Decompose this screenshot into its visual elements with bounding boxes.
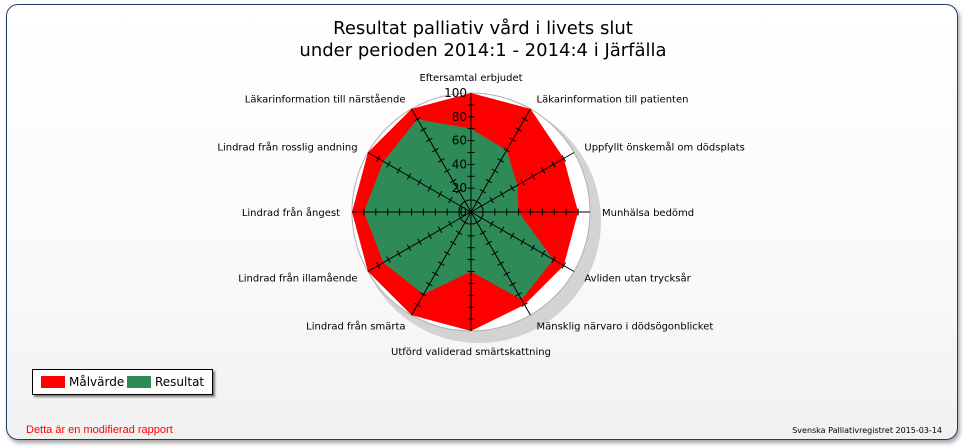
radial-tick-label: 20: [451, 181, 467, 196]
category-label: Utförd validerad smärtskattning: [391, 347, 551, 358]
source-note: Svenska Palliativregistret 2015-03-14: [792, 426, 942, 435]
category-label: Lindrad från smärta: [306, 321, 406, 333]
category-label: Lindrad från rosslig andning: [217, 142, 358, 154]
legend-label-target: Målvärde: [69, 375, 125, 389]
radial-tick-label: 100: [444, 86, 467, 100]
modified-report-note: Detta är en modifierad rapport: [26, 424, 173, 436]
category-label: Lindrad från ångest: [241, 208, 340, 219]
category-label: Eftersamtal erbjudet: [419, 73, 523, 84]
category-label: Uppfyllt önskemål om dödsplats: [584, 142, 745, 154]
radial-tick-label: 40: [451, 157, 467, 172]
legend-label-result: Resultat: [155, 375, 205, 389]
radial-tick-label: 60: [451, 133, 467, 148]
category-label: Munhälsa bedömd: [602, 208, 695, 219]
legend-swatch-result: [127, 376, 151, 388]
chart-title-line-2: under perioden 2014:1 - 2014:4 i Järfälla: [299, 40, 667, 61]
category-label: Lindrad från illamående: [238, 273, 358, 285]
category-label: Läkarinformation till närstående: [244, 94, 406, 106]
legend-swatch-target: [41, 376, 65, 388]
category-label: Mänsklig närvaro i dödsögonblicket: [536, 321, 714, 333]
legend: [32, 369, 213, 395]
legend-item-target: [41, 375, 124, 389]
radial-tick-label: 0: [459, 205, 467, 219]
legend-item-result: [127, 375, 204, 389]
radial-tick-label: 80: [451, 109, 467, 124]
chart-title-line-1: Resultat palliativ vård i livets slut: [333, 18, 633, 39]
category-label: Läkarinformation till patienten: [536, 94, 689, 106]
category-label: Avliden utan trycksår: [584, 273, 691, 285]
